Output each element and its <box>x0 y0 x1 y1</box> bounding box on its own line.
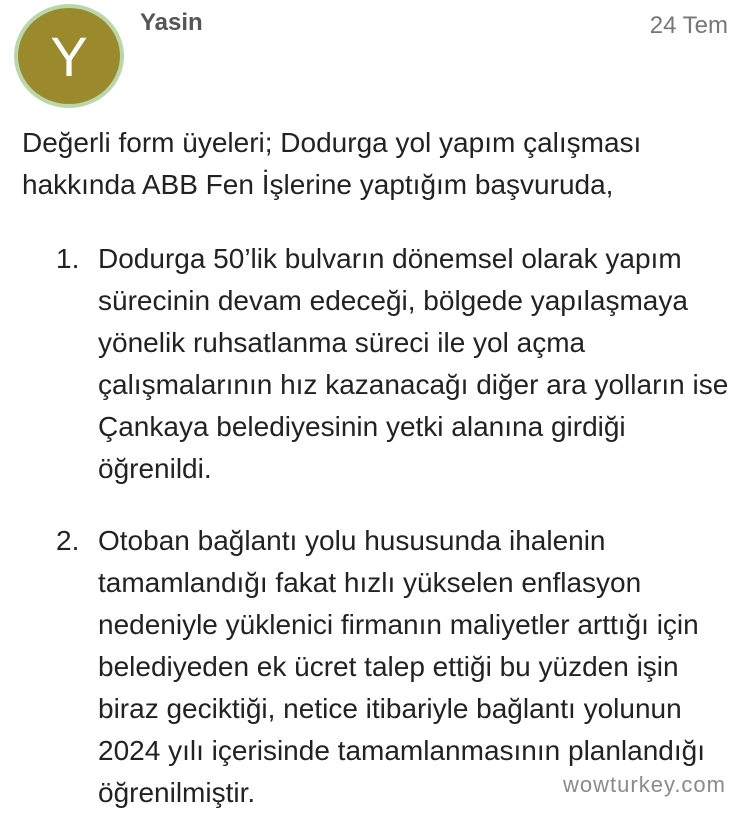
user-avatar[interactable] <box>14 4 124 108</box>
list-item-text: Otoban bağlantı yolu hususunda ihalenin tamamlandığı fakat hızlı yükselen enflasyon nedeniyle yüklenici firmanın maliyetler arttığı için belediyeden ek ücret talep ettiği bu yüzden işin biraz geciktiği, netice itibariyle bağlantı yolunun 2024 yılı içerisinde tamamlanmasının planlandığı öğrenilmiştir. <box>98 525 706 808</box>
list-item-text: Dodurga 50’lik bulvarın dönemsel olarak yapım sürecinin devam edeceği, bölgede yapılaşmaya yönelik ruhsatlanma süreci ile yol açma çalışmalarının hız kazanacağı diğer ara yolların ise Çankaya belediyesinin yetki alanına girdiği öğrenildi. <box>98 243 729 484</box>
list-item-number: 2. <box>56 525 80 556</box>
list-item <box>22 238 732 490</box>
post-content <box>22 122 732 832</box>
post-date: 24 Tem <box>649 12 728 39</box>
list-item-number: 1. <box>56 243 80 274</box>
list-item <box>22 520 732 814</box>
post-list <box>22 238 732 814</box>
avatar-letter: Y <box>50 25 88 88</box>
watermark: wowturkey.com <box>563 772 726 797</box>
post-intro: Değerli form üyeleri; Dodurga yol yapım çalışması hakkında ABB Fen İşlerine yaptığım başvuruda, <box>22 127 642 200</box>
username[interactable]: Yasin <box>140 9 203 36</box>
